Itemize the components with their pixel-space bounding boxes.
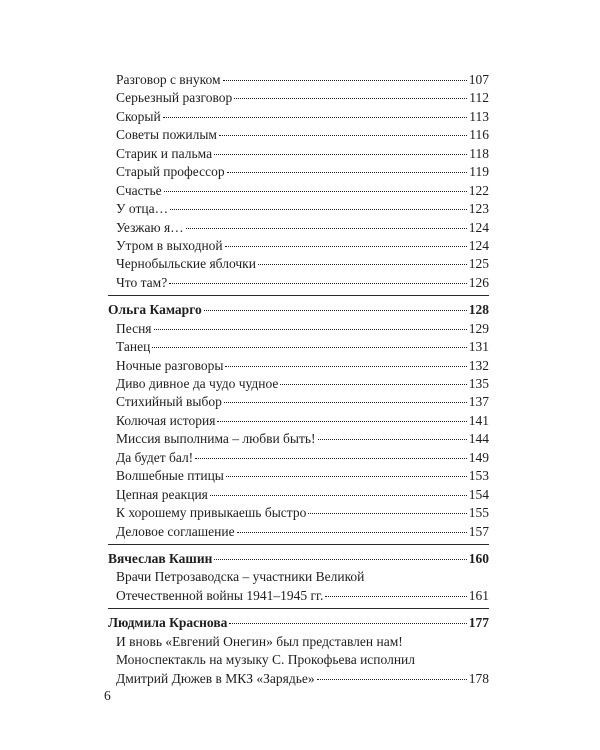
toc-entry-page: 124	[468, 237, 489, 253]
toc-entry-page: 141	[468, 412, 489, 428]
toc-entry	[108, 182, 489, 200]
toc-entry-title: Серьезный разговор	[116, 90, 233, 106]
toc-entry-page: 155	[468, 505, 489, 521]
author-heading-title: Вячеслав Кашин	[108, 550, 213, 566]
toc-entry-page: 132	[468, 357, 489, 373]
toc-entry-title: Отечественной войны 1941–1945 гг.	[116, 587, 324, 603]
toc-entry-page: 178	[468, 670, 489, 686]
dot-leader	[308, 513, 466, 514]
toc-entry-title: Скорый	[116, 108, 161, 124]
toc-entry-page: 135	[468, 376, 489, 391]
toc-entry-title: К хорошему привыкаешь быстро	[116, 505, 307, 521]
dot-leader	[219, 135, 467, 136]
toc-entry-page: 126	[468, 274, 489, 290]
toc-entry-title: Песня	[116, 320, 152, 336]
toc-entry	[108, 145, 489, 163]
toc-entry-page: 119	[469, 164, 489, 180]
toc-entry-line	[108, 568, 489, 586]
page-number: 6	[104, 688, 111, 703]
dot-leader	[204, 310, 467, 311]
toc-entry-title: Чернобыльские яблочки	[116, 256, 256, 272]
toc-entry-page: 149	[468, 449, 489, 465]
dot-leader	[169, 283, 467, 284]
dot-leader	[258, 264, 467, 265]
toc-entry	[108, 357, 489, 375]
toc-entry-title: Да будет бал!	[116, 449, 194, 465]
dot-leader	[237, 532, 467, 533]
toc-entry-page: 125	[468, 256, 489, 272]
toc-entry	[108, 449, 489, 467]
toc-entry-page: 129	[468, 320, 489, 336]
dot-leader	[186, 228, 467, 229]
dot-leader	[229, 623, 466, 624]
toc-entry-title: Деловое соглашение	[116, 523, 235, 539]
toc-entry-title: Что там?	[116, 274, 168, 290]
toc-entry	[108, 393, 489, 411]
table-of-contents	[108, 71, 489, 688]
author-heading-title: Людмила Краснова	[108, 615, 228, 631]
toc-entry	[108, 126, 489, 144]
dot-leader	[164, 191, 467, 192]
toc-entry-line	[108, 633, 489, 651]
dot-leader	[154, 329, 467, 330]
toc-entry	[108, 320, 489, 338]
toc-entry-title: Разговор с внуком	[116, 72, 221, 87]
dot-leader	[280, 384, 466, 385]
toc-entry	[108, 255, 489, 273]
toc-entry	[108, 375, 489, 393]
toc-entry	[108, 523, 489, 541]
toc-entry-page: 161	[468, 587, 489, 603]
dot-leader	[223, 80, 467, 81]
author-heading-title: Ольга Камарго	[108, 302, 202, 318]
toc-entry	[108, 71, 489, 89]
toc-entry-title: Танец	[116, 339, 151, 355]
toc-entry	[108, 486, 489, 504]
dot-leader	[217, 421, 466, 422]
toc-entry-title: Уезжаю я…	[116, 219, 184, 235]
dot-leader	[214, 559, 466, 560]
toc-entry-title: Цепная реакция	[116, 486, 208, 502]
toc-entry	[108, 430, 489, 448]
toc-entry-title: Советы пожилым	[116, 127, 217, 143]
dot-leader	[152, 347, 466, 348]
toc-entry-page: 137	[468, 394, 489, 410]
toc-entry-line-title: Врачи Петрозаводска – участники Великой	[116, 569, 365, 585]
dot-leader	[214, 154, 467, 155]
author-heading-page: 128	[468, 302, 489, 318]
toc-entry-title: Старик и пальма	[116, 145, 213, 161]
author-heading-page: 160	[468, 550, 489, 566]
toc-entry-title: Волшебные птицы	[116, 468, 224, 484]
toc-entry-page: 131	[468, 339, 489, 355]
toc-entry-title: Счастье	[116, 182, 162, 198]
dot-leader	[170, 209, 467, 210]
toc-entry-page: 123	[468, 201, 489, 217]
toc-entry	[108, 89, 489, 107]
author-heading	[108, 301, 489, 319]
toc-entry-page: 124	[468, 219, 489, 235]
toc-entry-line-title: Моноспектакль на музыку С. Прокофьева исполнил	[116, 652, 416, 668]
toc-entry-page: 157	[468, 523, 489, 539]
toc-entry-title: Утром в выходной	[116, 237, 223, 253]
dot-leader	[325, 596, 466, 597]
author-heading	[108, 614, 489, 632]
toc-entry-title: Старый профессор	[116, 164, 225, 180]
toc-entry-title: Диво дивное да чудо чудное	[116, 376, 279, 391]
dot-leader	[227, 172, 468, 173]
toc-entry	[108, 108, 489, 126]
dot-leader	[234, 98, 467, 99]
toc-entry	[108, 163, 489, 181]
toc-entry-title: Дмитрий Дюжев в МКЗ «Зарядье»	[116, 670, 315, 686]
toc-entry	[108, 412, 489, 430]
toc-entry-title: Колючая история	[116, 412, 216, 428]
toc-entry-page: 118	[469, 145, 489, 161]
section-divider	[108, 544, 489, 545]
dot-leader	[195, 458, 467, 459]
toc-entry-title: Ночные разговоры	[116, 357, 224, 373]
dot-leader	[225, 246, 467, 247]
toc-entry-page: 116	[469, 127, 489, 143]
toc-entry	[108, 504, 489, 522]
dot-leader	[226, 476, 467, 477]
toc-entry	[108, 237, 489, 255]
dot-leader	[163, 117, 468, 118]
toc-entry-line	[108, 651, 489, 669]
toc-entry-page: 122	[468, 182, 489, 198]
dot-leader	[318, 439, 467, 440]
dot-leader	[225, 366, 466, 367]
toc-entry-title: Миссия выполнима – любви быть!	[116, 431, 316, 447]
toc-entry-title: Стихийный выбор	[116, 394, 222, 410]
toc-entry	[108, 467, 489, 485]
toc-entry-page: 153	[468, 468, 489, 484]
dot-leader	[317, 679, 467, 680]
toc-entry-page: 154	[468, 486, 489, 502]
toc-entry	[108, 670, 489, 688]
toc-entry-page: 107	[468, 72, 489, 87]
toc-entry-title: У отца…	[116, 201, 169, 217]
toc-entry	[108, 338, 489, 356]
dot-leader	[210, 495, 467, 496]
author-heading	[108, 550, 489, 568]
toc-entry	[108, 219, 489, 237]
toc-entry-page: 144	[468, 431, 489, 447]
toc-entry-page: 112	[469, 90, 489, 106]
toc-entry-line-title: И вновь «Евгений Онегин» был представлен нам!	[116, 633, 403, 649]
toc-entry	[108, 587, 489, 605]
section-divider	[108, 608, 489, 609]
author-heading-page: 177	[468, 615, 489, 631]
dot-leader	[224, 402, 467, 403]
toc-entry	[108, 274, 489, 292]
toc-entry	[108, 200, 489, 218]
section-divider	[108, 295, 489, 296]
toc-entry-page: 113	[469, 108, 489, 124]
